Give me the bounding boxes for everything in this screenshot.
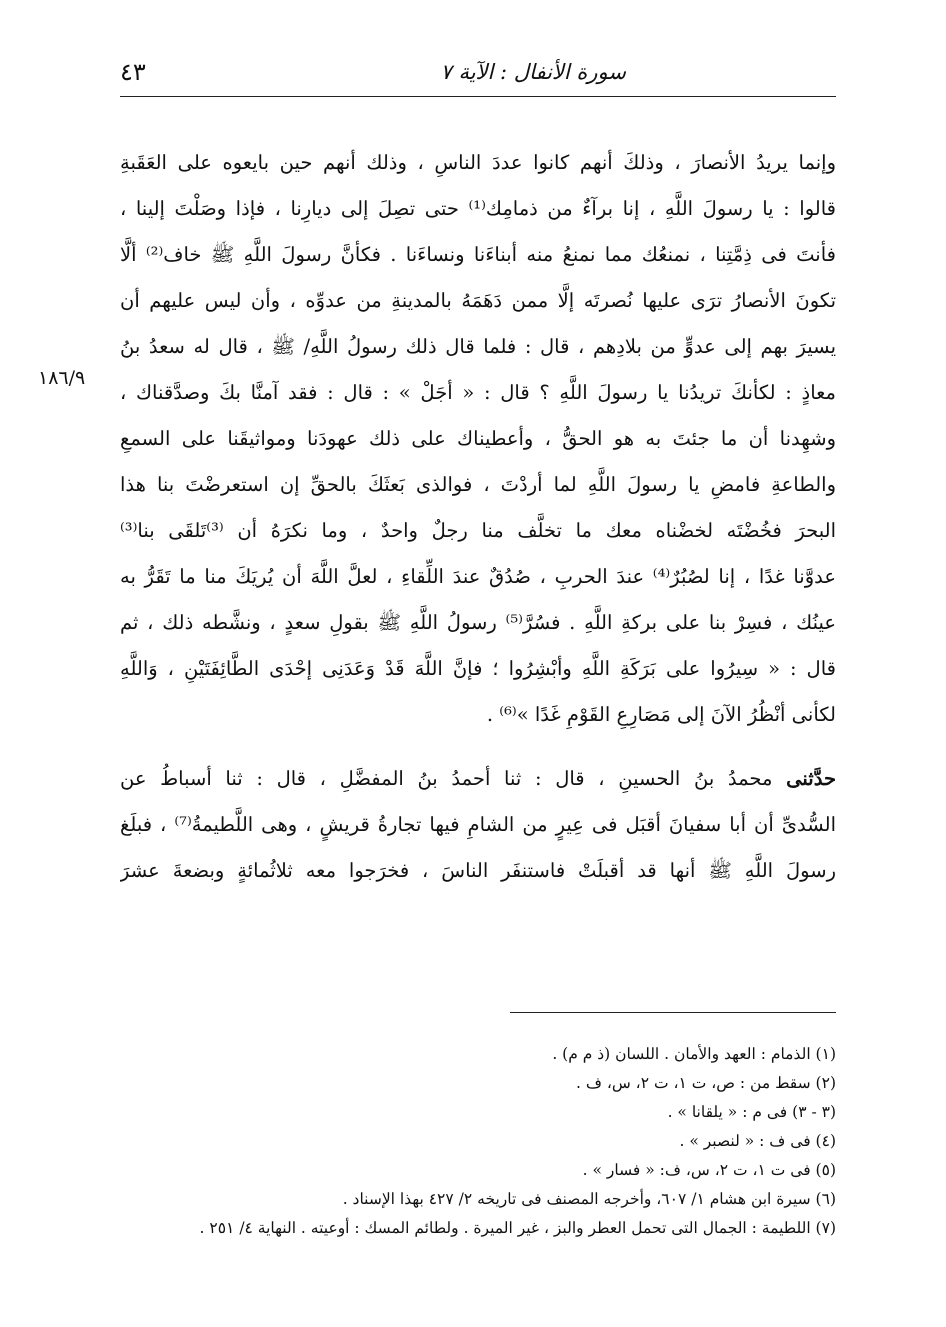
text-line: السُّدىِّ أن أبا سفيانَ أقبَل فى عِيرٍ من الشامِ فيها تجارةُ قريشٍ ، وهى اللَّطيمةُ⁽⁷⁾ ، فبلَغ [120,813,836,836]
text-line: لكأنى أنْظُرُ الآنَ إلى مَصَارِعِ القَوْمِ غَدًا »⁽⁶⁾ . [486,703,836,726]
footnote: (٤) فى ف : « لنصبر » . [679,1132,836,1150]
text-line: عدوَّنا غدًا ، إنا لصُبُرٌ⁽⁴⁾ عندَ الحربِ ، صُدُقٌ عندَ اللِّقاءِ ، لعلَّ اللَّهَ أن يُريَكَ منا ما تَقَرُّ به [120,565,836,588]
text-line: رسولَ اللَّهِ ﷺ أنها قد أقبلَتْ فاستنفَر الناسَ ، فخرَجوا معه ثلاثُمائةٍ وبضعةَ عشرَ [120,859,836,882]
header-rule [120,96,836,97]
footnotes [120,1040,836,1243]
text-line: قال : « سِيرُوا على بَرَكَةِ اللَّهِ وأبْشِرُوا ؛ فإنَّ اللَّهَ قَدْ وَعَدَنِى إحْدَى الطَّائِفَتَيْنِ ، وَاللَّهِ [120,657,836,680]
footnote: (٥) فى ت ١، ت ٢، س، ف: « فسار » . [582,1161,836,1179]
text-line: وإنما يريدُ الأنصارَ ، وذلكَ أنهم كانوا عددَ الناسِ ، وذلك أنهم حين بايعوه على العَقَبةِ [120,151,836,174]
text-line: البحرَ فخُضْتَه لخضْناه معك ما تخلَّف منا رجلٌ واحدٌ ، وما نكرَهُ أن ⁽³⁾تَلقَى بنا⁽³⁾ [120,519,836,542]
text-line: تكونَ الأنصارُ ترَى عليها نُصرتَه إلَّا ممن دَهَمَهُ بالمدينةِ من عدوِّه ، وأن ليس عليهم أن [120,289,836,312]
text-line: فأنتَ فى ذِمَّتِنا ، نمنعُك مما نمنعُ منه أبناءَنا ونساءَنا . فكأنَّ رسولَ اللَّهِ ﷺ خاف⁽²⁾ ألَّا [120,243,836,266]
text-line: معاذٍ : لكأنكَ تريدُنا يا رسولَ اللَّهِ ؟ قال : « أجَلْ » : قال : فقد آمنَّا بكَ وصدَّقناك ، [120,381,836,404]
footnote: (٦) سيرة ابن هشام ١/ ٦٠٧، وأخرجه المصنف فى تاريخه ٢/ ٤٢٧ بهذا الإسناد . [342,1190,836,1208]
text-run: محمدُ بنُ الحسينِ ، قال : ثنا أحمدُ بنُ المفضَّلِ ، قال : ثنا أسباطُ عن [120,767,787,790]
text-line: يسيرَ بهم إلى عدوٍّ من بلادِهم ، قال : فلما قال ذلك رسولُ اللَّهِ/ ﷺ ، قال له سعدُ بنُ [120,335,836,358]
text-line: عينُك ، فسِرْ بنا على بركةِ اللَّهِ . فسُرَّ⁽⁵⁾ رسولُ اللَّهِ ﷺ بقولِ سعدٍ ، ونشَّطه ذلك ، ثم [120,611,836,634]
footnote: (١) الذمام : العهد والأمان . اللسان (ذ م م) . [552,1045,836,1063]
text-line: وشهِدنا أن ما جئتَ به هو الحقُّ ، وأعطيناك على ذلك عهودَنا ومواثيقَنا على السمعِ [120,427,836,450]
footnote: (٢) سقط من : ص، ت ١، ت ٢، س، ف . [575,1074,836,1092]
footnote: (٣ - ٣) فى م : « يلقانا » . [667,1103,836,1121]
margin-reference: ١٨٦/٩ [38,367,86,389]
page-number: ٤٣ [120,58,146,86]
footnote-rule [510,1012,836,1013]
text-line: قالوا : يا رسولَ اللَّهِ ، إنا برآءٌ من ذمامِك⁽¹⁾ حتى تصِلَ إلى ديارِنا ، فإذا وصَلْتَ إلينا ، [120,197,836,220]
text-line: والطاعةِ فامضِ يا رسولَ اللَّهِ لما أردْتَ ، فوالذى بَعثَكَ بالحقِّ إن استعرضْتَ بنا هذا [120,473,836,496]
narration-lead: حدَّثنى [786,767,836,790]
footnote: (٧) اللطيمة : الجمال التى تحمل العطر والبز ، غير الميرة . ولطائم المسك : أوعيته . النهاية ٤/ ٢٥١ . [199,1219,836,1237]
page-header [120,56,836,96]
main-text [120,140,836,894]
paragraph-start-line [120,756,836,802]
running-title: سورة الأنفال : الآية ٧ [440,60,626,84]
